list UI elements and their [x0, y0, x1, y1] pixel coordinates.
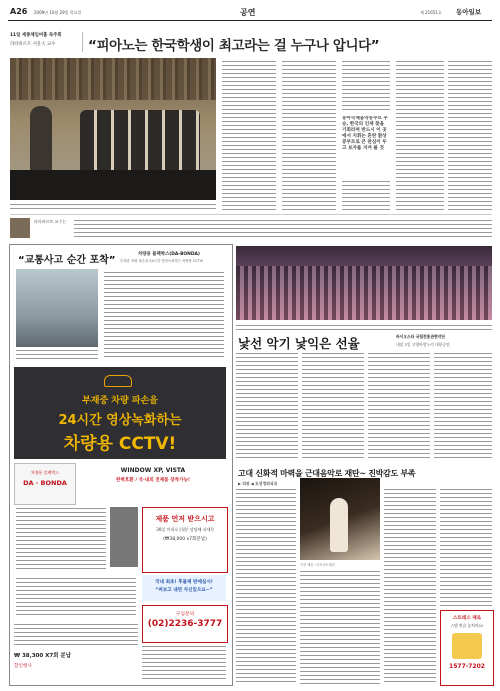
story1-col2: [282, 60, 336, 210]
story3-byline: ▶ 리뷰 ◀ 도성정외식곡: [238, 481, 278, 486]
story2-col3: [368, 352, 430, 460]
story3-col3: [384, 488, 436, 684]
story1-col4: [396, 60, 444, 210]
os-line2: 완벽호환 / 국·내외 전제품 장착가능!: [115, 478, 191, 483]
story1-kicker: [10, 32, 83, 52]
product-box: [14, 463, 76, 505]
story2-headline: 낯선 악기 낯익은 선율: [238, 336, 360, 351]
ad-brand-line2: 부재중 차량 파손을 24시간 영상녹화하는 차량용 CCTV!: [120, 259, 204, 263]
side-ad-line2: 스텝 연습 놓치마요!: [450, 623, 484, 628]
banner-line1: 부재중 차량 파손을: [82, 396, 158, 406]
kicker-line2: 라타바르트 서울大 교수: [10, 42, 56, 47]
bookshelf: [10, 58, 216, 100]
piano: [10, 170, 216, 200]
offer-box: [142, 507, 228, 573]
page-number: A26: [10, 7, 28, 16]
orchestra: [236, 266, 492, 320]
story1-photo-caption: [10, 203, 216, 213]
banner-line3: 차량용 CCTV!: [63, 434, 177, 454]
dancer: [330, 498, 348, 552]
story1-pullquote: [342, 60, 390, 210]
os-box: [80, 463, 226, 503]
badge-box: [142, 575, 226, 601]
offer-line1: 제품 먼저 받으시고: [155, 515, 215, 523]
masthead: [8, 6, 492, 21]
side-ad: [440, 610, 494, 686]
product-label: 차량용 블랙박스: [30, 470, 60, 475]
ad-panel: [9, 244, 233, 686]
story2-col2: [302, 352, 364, 460]
story2-col4: [434, 352, 492, 460]
price-line: ₩ 38,300 X7회 분납: [14, 653, 72, 659]
badge-line1: 국내 최초! 후불제 판매실시!: [155, 580, 213, 585]
ad-banner: [14, 367, 226, 459]
story1-col1: [222, 60, 276, 210]
ad-car-photo: [16, 269, 98, 347]
person-teacher: [30, 106, 52, 176]
offer-price: (₩38,000 x7회분납): [163, 537, 207, 542]
story3-photo-caption: 사진 제공 : 마포아트센터: [300, 563, 335, 567]
side-ad-phone[interactable]: 1577-7202: [449, 663, 485, 670]
discount-tag: 할인행사: [14, 664, 32, 669]
issue-date: 2009년 10월 29일 목요일: [34, 10, 82, 15]
story3-photo: [300, 478, 380, 560]
story1-bottom-row: [10, 214, 492, 241]
bio-label: 라타바르트 교수는: [34, 219, 67, 224]
offer-line2: 30일 이내로 (첫분 담당해 파세!): [156, 527, 214, 532]
ad-headline: “교통사고 순간 포착”: [18, 255, 116, 266]
bio-photo: [10, 218, 30, 238]
ad-brand-line1: 차량용 블랙박스(DA-BONDA): [138, 252, 200, 257]
pullquote-text: 동아국제음악콩쿠르 우승, 한국의 인재 찾을 기회라며 반드시 이 곳에서 지휘는 혼란 환상 콩쿠르로 큰 관심이 두고 보자를 지켜 볼 것: [342, 116, 388, 151]
story3-headline: 고대 신화적 마력을 근대음악로 재탄~ 진박감도 부족: [238, 469, 416, 478]
person-group: [80, 110, 200, 176]
side-ad-line1: 스트레스 제로: [452, 616, 482, 621]
story2-sub1: 바이오스타 국립전통관현악단: [396, 334, 446, 339]
section-title: 공연: [240, 8, 256, 17]
story1-col5: [448, 60, 492, 210]
os-line1: WINDOW XP, VISTA: [120, 467, 186, 474]
banner-line2: 24시간 영상녹화하는: [58, 413, 182, 428]
ad-car-caption: [16, 349, 98, 361]
badge-line2: “써보고 내면 자신있으요~”: [155, 588, 213, 593]
story2-col1: [236, 352, 298, 460]
story3-col2: [300, 570, 380, 684]
device-photo: [110, 507, 138, 567]
ad-footer-right: [142, 645, 226, 679]
spec-list: [16, 507, 106, 571]
story2-sub2: 내달 2일 고양아람누리 내한공연: [396, 342, 450, 347]
bio-text: [74, 219, 492, 237]
product-name: DA · BONDA: [23, 479, 67, 487]
ad-footer: [14, 623, 138, 679]
car-icon: [104, 375, 132, 387]
story3-col1: [236, 488, 296, 684]
story1-photo: [10, 58, 216, 200]
story2-caption: [236, 324, 492, 330]
paper-name: 동아일보: [456, 8, 482, 16]
order-box: [142, 605, 228, 643]
side-column-text: [440, 488, 492, 606]
side-ad-image: [452, 633, 482, 659]
order-label: 구입문의: [175, 612, 195, 617]
feature-list: [16, 577, 136, 617]
story1-headline: “피아노는 한국학생이 최고라는 걸 누구나 압니다”: [88, 38, 380, 54]
issue-number: 제 21651호: [420, 10, 442, 15]
story2-photo: [236, 246, 492, 320]
ad-body-text: [104, 271, 224, 359]
order-phone[interactable]: (02)2236-3777: [147, 619, 223, 629]
kicker-line1: 11일 세종체임버홀 독주회: [10, 33, 62, 38]
